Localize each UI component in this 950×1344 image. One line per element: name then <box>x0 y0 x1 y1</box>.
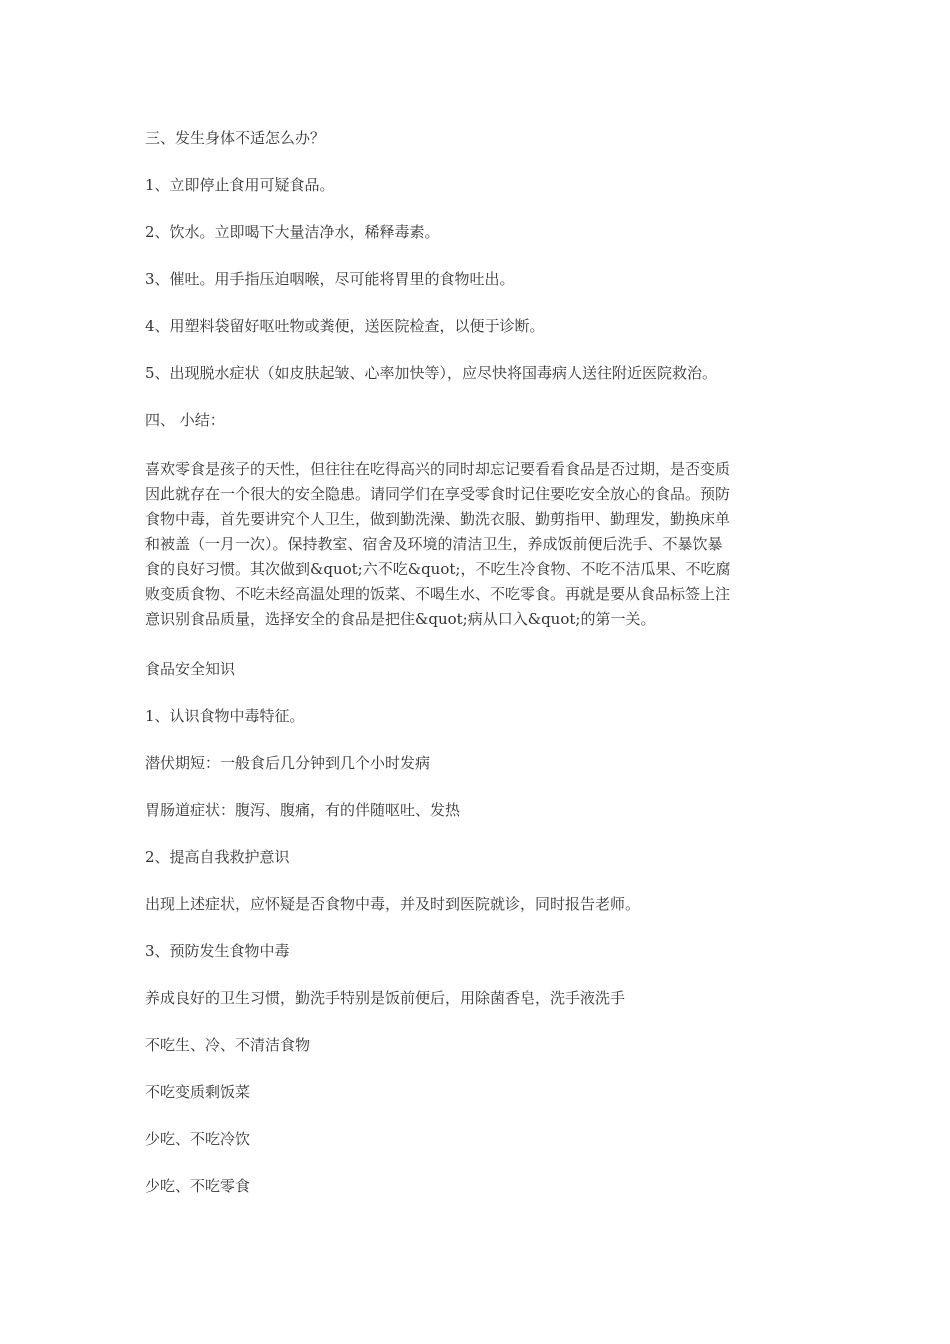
summary-line: 意识别食品质量，选择安全的食品是把住&quot;病从口入&quot;的第一关。 <box>145 610 656 628</box>
knowledge-item: 不吃变质剩饭菜 <box>145 1083 251 1101</box>
section-heading-3: 三、发生身体不适怎么办？ <box>145 129 326 147</box>
summary-line: 和被盖（一月一次）。保持教室、宿舍及环境的清洁卫生，养成饭前便后洗手、不暴饮暴 <box>145 535 723 553</box>
knowledge-item: 2、提高自我救护意识 <box>145 848 290 866</box>
step-item: 2、饮水。立即喝下大量洁净水，稀释毒素。 <box>145 223 440 241</box>
knowledge-item: 3、预防发生食物中毒 <box>145 942 290 960</box>
knowledge-item: 胃肠道症状：腹泻、腹痛，有的伴随呕吐、发热 <box>145 801 461 819</box>
knowledge-item: 1、认识食物中毒特征。 <box>145 707 305 725</box>
step-item: 1、立即停止食用可疑食品。 <box>145 176 335 194</box>
knowledge-item: 不吃生、冷、不清洁食物 <box>145 1036 311 1054</box>
summary-line: 喜欢零食是孩子的天性，但往往在吃得高兴的同时却忘记要看看食品是否过期，是否变质 <box>145 460 731 478</box>
knowledge-item: 少吃、不吃冷饮 <box>145 1130 251 1148</box>
knowledge-item: 出现上述症状，应怀疑是否食物中毒，并及时到医院就诊，同时报告老师。 <box>145 895 641 913</box>
step-item: 4、用塑料袋留好呕吐物或粪便，送医院检查，以便于诊断。 <box>145 317 545 335</box>
knowledge-heading: 食品安全知识 <box>145 660 236 678</box>
document-body <box>145 128 810 1223</box>
summary-line: 食的良好习惯。其次做到&quot;六不吃&quot;，不吃生冷食物、不吃不洁瓜果、不吃腐 <box>145 560 731 578</box>
summary-line: 因此就存在一个很大的安全隐患。请同学们在享受零食时记住要吃安全放心的食品。预防 <box>145 485 731 503</box>
summary-paragraph <box>145 457 810 632</box>
section-heading-4: 四、 小结： <box>145 411 225 429</box>
step-item: 3、催吐。用手指压迫咽喉，尽可能将胃里的食物吐出。 <box>145 270 515 288</box>
knowledge-item: 潜伏期短：一般食后几分钟到几个小时发病 <box>145 754 431 772</box>
summary-line: 食物中毒，首先要讲究个人卫生，做到勤洗澡、勤洗衣服、勤剪指甲、勤理发，勤换床单 <box>145 510 731 528</box>
knowledge-item: 养成良好的卫生习惯，勤洗手特别是饭前便后，用除菌香皂，洗手液洗手 <box>145 989 626 1007</box>
knowledge-item: 少吃、不吃零食 <box>145 1177 251 1195</box>
step-item: 5、出现脱水症状（如皮肤起皱、心率加快等），应尽快将国毒病人送往附近医院救治。 <box>145 364 718 382</box>
summary-line: 败变质食物、不吃未经高温处理的饭菜、不喝生水、不吃零食。再就是要从食品标签上注 <box>145 585 731 603</box>
